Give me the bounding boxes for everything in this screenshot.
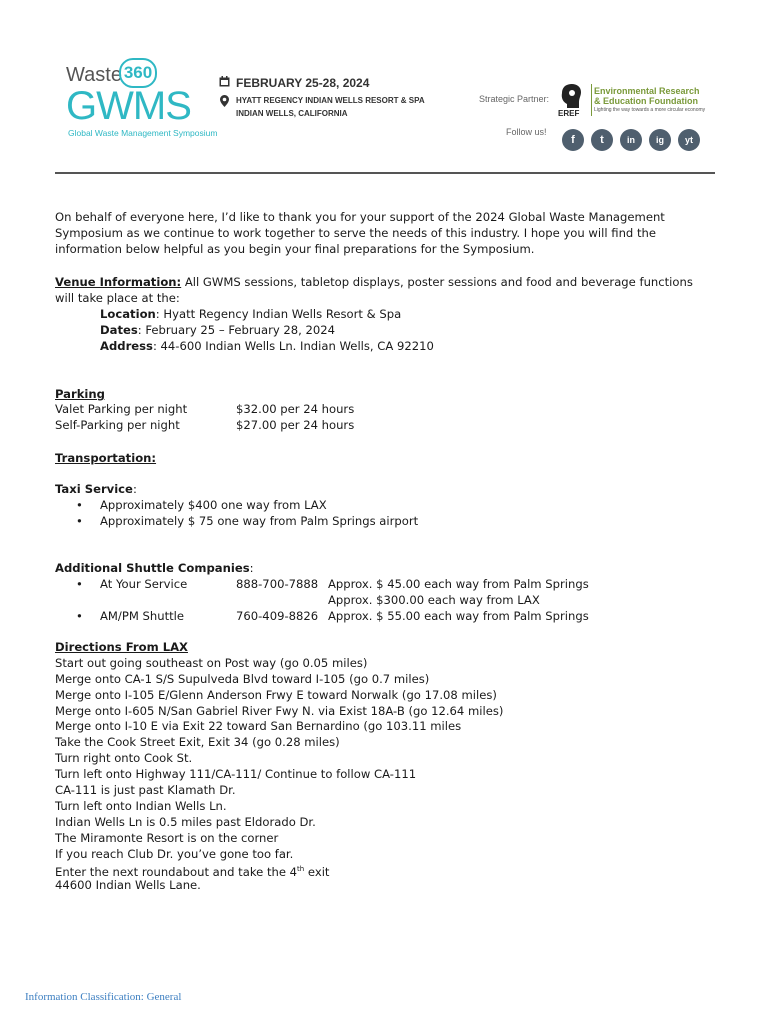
eref-name-line2: & Education Foundation [594, 96, 698, 106]
taxi-service-line [55, 481, 137, 497]
direction-step: Indian Wells Ln is 0.5 miles past Eldorado Dr. [55, 815, 316, 829]
event-city: INDIAN WELLS, CALIFORNIA [236, 109, 348, 118]
direction-step: Merge onto I-605 N/San Gabriel River Fwy N. via Exist 18A-B (go 12.64 miles) [55, 704, 504, 718]
eref-tagline: Lighting the way towards a more circular economy [594, 107, 706, 113]
direction-step: Merge onto I-105 E/Glenn Anderson Frwy E toward Norwalk (go 17.08 miles) [55, 688, 497, 702]
shuttle-company-name: AM/PM Shuttle [100, 609, 185, 623]
strategic-partner-label: Strategic Partner: [479, 94, 550, 104]
shuttle-company-phone: 888-700-7888 [236, 577, 319, 591]
location-value: : Hyatt Regency Indian Wells Resort & Spa [155, 307, 402, 321]
location-pin-icon [220, 95, 229, 107]
dates-label: Dates [100, 323, 138, 337]
dates-value: : February 25 – February 28, 2024 [137, 323, 336, 337]
header-divider [55, 172, 715, 174]
direction-step: The Miramonte Resort is on the corner [55, 831, 279, 845]
venue-text-2: will take place at the: [55, 291, 180, 305]
roundabout-exit: exit [304, 864, 330, 879]
venue-heading: Venue Information: [55, 275, 182, 289]
transportation-heading: Transportation: [55, 451, 157, 465]
direction-step: Turn left onto Indian Wells Ln. [55, 799, 227, 813]
intro-line-3: information below helpful as you begin your final preparations for the Symposium. [55, 242, 535, 256]
shuttle-price: Approx. $300.00 each way from LAX [328, 593, 540, 607]
parking-row-label: Valet Parking per night [55, 402, 188, 416]
direction-step: Start out going southeast on Post way (go 0.05 miles) [55, 656, 368, 670]
address-label: Address [100, 339, 153, 353]
venue-address [100, 338, 434, 354]
location-label: Location [100, 307, 156, 321]
venue-location [100, 306, 401, 322]
event-venue: HYATT REGENCY INDIAN WELLS RESORT & SPA [236, 96, 425, 105]
intro-line-1: On behalf of everyone here, I’d like to thank you for your support of the 2024 Global Waste Management [55, 210, 665, 224]
calendar-icon [219, 76, 230, 87]
roundabout-text: Enter the next roundabout and take the 4 [55, 864, 298, 879]
shuttle-price: Approx. $ 45.00 each way from Palm Springs [328, 577, 589, 591]
roundabout-superscript: th [297, 865, 305, 873]
shuttle-heading: Additional Shuttle Companies [55, 561, 250, 575]
venue-dates [100, 322, 335, 338]
youtube-icon[interactable]: yt [678, 129, 700, 151]
follow-us-label: Follow us! [506, 127, 547, 137]
logo-subtitle: Global Waste Management Symposium [68, 128, 218, 138]
parking-heading: Parking [55, 387, 105, 401]
logo-waste-text: Waste [66, 64, 122, 86]
shuttle-heading-colon: : [249, 561, 254, 575]
taxi-item: Approximately $400 one way from LAX [100, 498, 327, 512]
shuttle-company-name: At Your Service [100, 577, 188, 591]
direction-step: CA-111 is just past Klamath Dr. [55, 783, 236, 797]
bullet-icon: • [76, 498, 83, 512]
instagram-icon[interactable]: ig [649, 129, 671, 151]
intro-line-2: Symposium as we continue to work together to serve the needs of this industry. I hope you will find the [55, 226, 656, 240]
direction-step: Turn left onto Highway 111/CA-111/ Continue to follow CA-111 [55, 767, 417, 781]
direction-step: Turn right onto Cook St. [55, 751, 193, 765]
venue-text-1: All GWMS sessions, tabletop displays, poster sessions and food and beverage functions [181, 275, 693, 289]
parking-row-price: $27.00 per 24 hours [236, 418, 355, 432]
parking-row-label: Self-Parking per night [55, 418, 180, 432]
facebook-icon[interactable]: f [562, 129, 584, 151]
twitter-icon[interactable]: t [591, 129, 613, 151]
direction-step: Take the Cook Street Exit, Exit 34 (go 0.28 miles) [55, 735, 340, 749]
logo-gwms: GWMS [66, 84, 191, 128]
directions-heading: Directions From LAX [55, 640, 188, 654]
shuttle-heading-line [55, 560, 254, 576]
bullet-icon: • [76, 514, 83, 528]
classification-footer: Information Classification: General [25, 991, 182, 1003]
direction-step: If you reach Club Dr. you’ve gone too far. [55, 847, 294, 861]
venue-line-1 [55, 274, 693, 290]
eref-divider [591, 84, 592, 116]
bullet-icon: • [76, 577, 83, 591]
bullet-icon: • [76, 609, 83, 623]
direction-final-address: 44600 Indian Wells Lane. [55, 878, 201, 892]
shuttle-price: Approx. $ 55.00 each way from Palm Springs [328, 609, 589, 623]
event-date: FEBRUARY 25-28, 2024 [236, 76, 370, 90]
eref-abbrev: EREF [558, 109, 580, 118]
direction-step: Merge onto CA-1 S/S Supulveda Blvd toward I-105 (go 0.7 miles) [55, 672, 430, 686]
taxi-service-colon: : [132, 482, 137, 496]
address-value: : 44-600 Indian Wells Ln. Indian Wells, CA 92210 [152, 339, 434, 353]
linkedin-icon[interactable]: in [620, 129, 642, 151]
eref-name-line1: Environmental Research [594, 86, 700, 96]
taxi-item: Approximately $ 75 one way from Palm Springs airport [100, 514, 419, 528]
taxi-service-label: Taxi Service [55, 482, 133, 496]
shuttle-company-phone: 760-409-8826 [236, 609, 319, 623]
parking-row-price: $32.00 per 24 hours [236, 402, 355, 416]
direction-step: Merge onto I-10 E via Exit 22 toward San Bernardino (go 103.11 miles [55, 719, 462, 733]
logo-360-badge: 360 [119, 58, 157, 88]
